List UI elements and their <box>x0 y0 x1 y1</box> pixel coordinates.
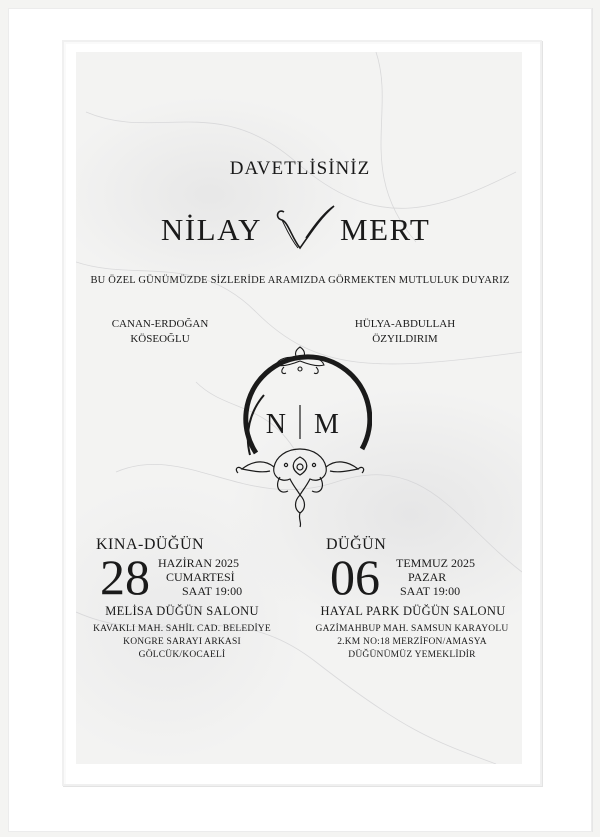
family-right-line2: ÖZYILDIRIM <box>372 333 438 345</box>
event1-time: SAAT 19:00 <box>182 584 243 598</box>
event2-month-year: TEMMUZ 2025 <box>396 556 475 570</box>
event2-address-line3: DÜĞÜNÜMÜZ YEMEKLİDİR <box>348 650 476 660</box>
family-left-line2: KÖSEOĞLU <box>130 333 190 345</box>
event1-address-line2: KONGRE SARAYI ARKASI <box>123 637 241 647</box>
groom-name: MERT <box>340 212 431 247</box>
event1-address-line3: GÖLCÜK/KOCAELİ <box>138 650 226 660</box>
event2-address <box>310 623 514 662</box>
event2-venue: HAYAL PARK DÜĞÜN SALONU <box>320 604 506 618</box>
monogram-v-flourish-icon <box>270 198 340 258</box>
invitation-message: BU ÖZEL GÜNÜMÜZDE SİZLERİDE ARAMIZDA GÖRMEKTEN MUTLULUK DUYARIZ <box>90 275 510 286</box>
monogram-left-letter: N <box>265 409 286 440</box>
monogram-right-letter: M <box>314 409 339 440</box>
family-right-line1: HÜLYA-ABDULLAH <box>354 318 456 330</box>
event1-address-line1: KAVAKLI MAH. SAHİL CAD. BELEDİYE <box>93 624 271 634</box>
family-left-line1: CANAN-ERDOĞAN <box>111 318 209 330</box>
event2-time: SAAT 19:00 <box>400 584 461 598</box>
event1-day: 28 <box>100 549 150 605</box>
family-right <box>340 317 470 347</box>
bride-name: NİLAY <box>160 212 262 247</box>
ornament-crest-icon <box>228 345 372 531</box>
event1-address <box>80 623 284 662</box>
event1-title: KINA-DÜĞÜN <box>96 536 205 553</box>
event2-title: DÜĞÜN <box>326 536 387 553</box>
event2-address-line1: GAZİMAHBUP MAH. SAMSUN KARAYOLU <box>315 624 509 634</box>
event2-address-line2: 2.KM NO:18 MERZİFON/AMASYA <box>337 637 487 647</box>
event2-weekday: PAZAR <box>408 570 447 584</box>
event2-day: 06 <box>330 549 380 605</box>
event1-weekday: CUMARTESİ <box>166 570 235 584</box>
family-left <box>100 317 220 347</box>
event1-venue: MELİSA DÜĞÜN SALONU <box>105 604 259 618</box>
event1-month-year: HAZİRAN 2025 <box>158 556 239 570</box>
invitation-heading: DAVETLİSİNİZ <box>229 158 371 179</box>
